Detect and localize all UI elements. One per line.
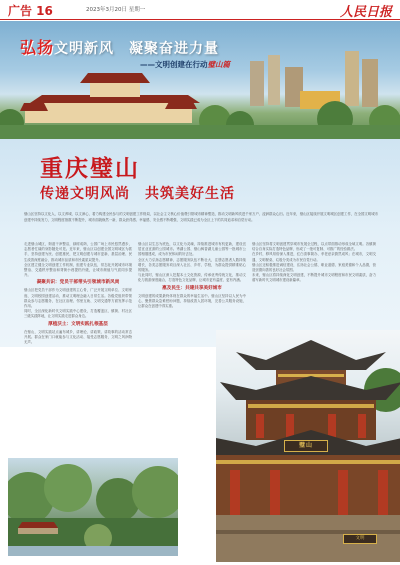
hero-title-accent: 弘扬 xyxy=(20,38,55,57)
paragraph: 走进璧山城区，街道干净整洁，绿树成荫，公园广场上市民悠然漫步，志愿者忙碌的身影随处可见。近年来，璧山区以创建全国文明城区为抓手，坚持创建为民、创建惠民，把文明创建与城市更新、基层治理、民生改善深度融合，推动城市品质和市民素质双提升。 xyxy=(24,242,132,262)
paragraph: 璧山区坚持将文明创建贯穿城市发展全过程，以点带面推动形成全域文明。各镇街结合自身实际打造特色品牌，形成了一批可复制、可推广的经验做法。 xyxy=(252,242,376,252)
paragraph: 文明创建的成果最终体现在群众的幸福生活中。璧山区坚持以人民为中心，聚焦群众急难愁盼问题，持续改善人居环境，完善公共服务设施，让群众在创建中得实惠。 xyxy=(138,293,246,309)
hero-title-main: 文明新风 凝聚奋进力量 xyxy=(54,41,220,57)
hero-subtitle-place: 璧山篇 xyxy=(207,60,230,69)
headline: 重庆璧山 xyxy=(40,155,140,182)
paragraph: 璧山区以生态为底色，以文化为灵魂，持续推进城市有机更新，建设宜居宜业宜游的公园城市。秀湖公园、璧山枫香湖儿童公园等一批城市公园相继建成，成为市民休闲的好去处。 xyxy=(138,242,246,257)
section-subhead: 凝聚共识：党员干部带头引领城市新风尚 xyxy=(36,280,120,286)
hero-title xyxy=(20,35,219,58)
paragraph: 全区建立健全文明创建工作机制，组建专业队伍，常态化开展城市环境整治、交通秩序整治和背街小巷提档升级，让城市颜值与气质同步提升。 xyxy=(24,262,132,278)
pagoda-plaque: 璧山 xyxy=(284,440,328,452)
section-subhead: 惠及民生：共建共享美好城市 xyxy=(162,285,222,291)
park-photo xyxy=(8,458,178,556)
hero-banner xyxy=(0,21,400,139)
article-column-3 xyxy=(252,242,376,328)
section-subhead: 厚植沃土：文明实践扎根基层 xyxy=(48,321,108,327)
paragraph: 在璧山，文明实践站点遍布城乡，讲理论、讲政策、讲故事的活动常态开展。群众在家门口就能参与文化活动、接受志愿服务，文明之风润物无声。 xyxy=(24,329,132,345)
paragraph: 璧山区还积极推进诚信建设，弘扬社会公德、职业道德、家庭美德和个人品德，营造崇德向善的良好社会氛围。 xyxy=(252,262,376,273)
article-column-1 xyxy=(24,242,132,454)
park-illustration xyxy=(8,458,178,556)
lede-paragraph: 璧山区坚持以文化人、以文养城、以文润心，着力构建全民参与的文明创建工作格局，以社会主义核心价值观引领城市精神塑造，推动文明新风吹进千家万户、浸润群众心田。近年来，璧山区接续开展文明城区创建工作，在全国文明城市创建中持续发力，文明程度指数不断提升，城市面貌焕然一新，群众获得感、幸福感、安全感不断增强，文明实践已成为全区上下的共同追求和自觉行动。 xyxy=(24,212,378,222)
pagoda-small-plaque: 文明 xyxy=(343,534,377,544)
masthead-logo: 人民日报 xyxy=(339,5,392,20)
hero-subtitle xyxy=(140,59,230,70)
subheadline: 传递文明风尚 共筑美好生活 xyxy=(40,186,235,202)
page-header xyxy=(0,0,400,20)
hero-subtitle-text: ——文明创建在行动 xyxy=(140,60,208,69)
publication-date: 2023年3月20日 星期一 xyxy=(86,7,146,13)
paragraph: 与此同时，璧山区深入挖掘本土文化资源，传承优秀传统文化，推动文化与旅游深度融合，打造特色文化品牌，让城市更有温度、更有内涵。 xyxy=(138,273,246,283)
section-label: 广告 16 xyxy=(8,4,53,18)
paragraph: 璧山区把党员干部作为文明创建的主心骨，广泛开展文明单位、文明家庭、文明校园创建活动，推动文明理念融入日常生活。各级党组织带领群众参与志愿服务，在社区治理、邻里互助、文明交通等方面发挥示范作用。 xyxy=(24,288,132,309)
paragraph: 全区大力弘扬志愿精神，志愿服务队伍不断壮大，注册志愿者人数持续增长，各类志愿服务项目深入社区、乡村、学校，为群众提供精准贴心的服务。 xyxy=(138,257,246,273)
paragraph: 在乡村，移风易俗深入推进，红白喜事简办、孝老爱亲蔚然成风；在城市，文明交通、文明餐桌、垃圾分类成为市民自觉行动。 xyxy=(252,252,376,262)
paragraph: 未来，璧山区将持续深化文明创建，不断提升城市文明程度和市民文明素质，奋力谱写新时代文明城市建设新篇章。 xyxy=(252,273,376,283)
paragraph: 同时，全区深化新时代文明实践中心建设，打造覆盖区、镇街、村社区三级实践阵地，让文明实践走进群众身边。 xyxy=(24,309,132,319)
